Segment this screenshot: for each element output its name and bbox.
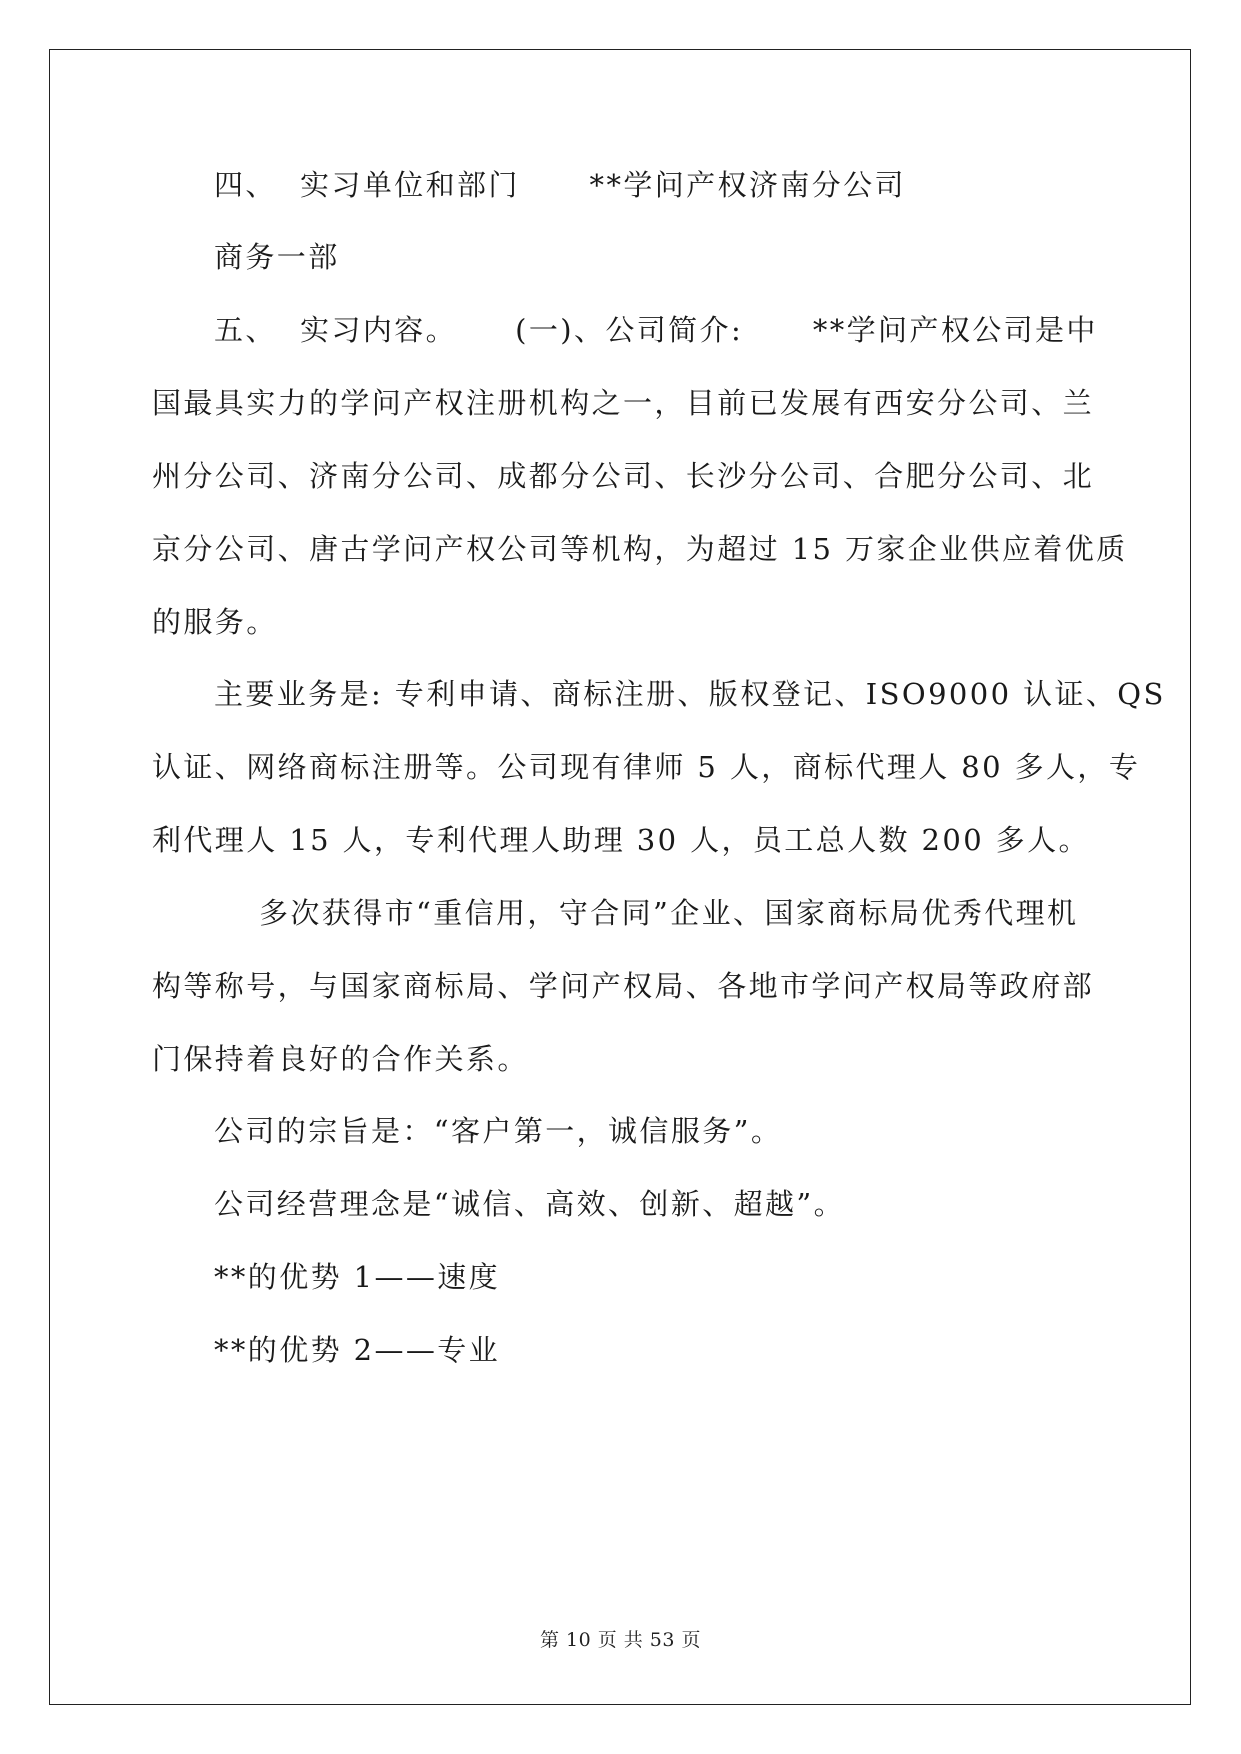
honors-line: 多次获得市“重信用，守合同”企业、国家商标局优秀代理机 [259,896,1079,930]
section-four-heading: 四、 实习单位和部门 **学问产权济南分公司 [214,168,906,202]
department-line: 商务一部 [214,240,340,274]
business-line: 主要业务是: 专利申请、商标注册、版权登记、ISO9000 认证、QS [214,677,1166,711]
paragraph-line: 利代理人 15 人，专利代理人助理 30 人，员工总人数 200 多人。 [152,823,1090,857]
purpose-line: 公司的宗旨是：“客户第一，诚信服务”。 [214,1114,783,1148]
paragraph-line: 认证、网络商标注册等。公司现有律师 5 人，商标代理人 80 多人，专 [152,750,1141,784]
paragraph-line: 构等称号，与国家商标局、学问产权局、各地市学问产权局等政府部 [152,969,1095,1003]
advantage-1-line: **的优势 1——速度 [214,1260,501,1294]
paragraph-line: 京分公司、唐古学问产权公司等机构，为超过 15 万家企业供应着优质 [152,532,1128,566]
paragraph-line: 州分公司、济南分公司、成都分公司、长沙分公司、合肥分公司、北 [152,459,1095,493]
philosophy-line: 公司经营理念是“诚信、高效、创新、超越”。 [214,1187,846,1221]
paragraph-line: 的服务。 [152,605,278,639]
page-number-footer: 第 10 页 共 53 页 [539,1629,702,1651]
advantage-2-line: **的优势 2——专业 [214,1333,501,1367]
section-five-heading: 五、 实习内容。 (一)、公司简介: **学问产权公司是中 [214,313,1098,347]
paragraph-line: 门保持着良好的合作关系。 [152,1042,529,1076]
paragraph-line: 国最具实力的学问产权注册机构之一，目前已发展有西安分公司、兰 [152,386,1095,420]
